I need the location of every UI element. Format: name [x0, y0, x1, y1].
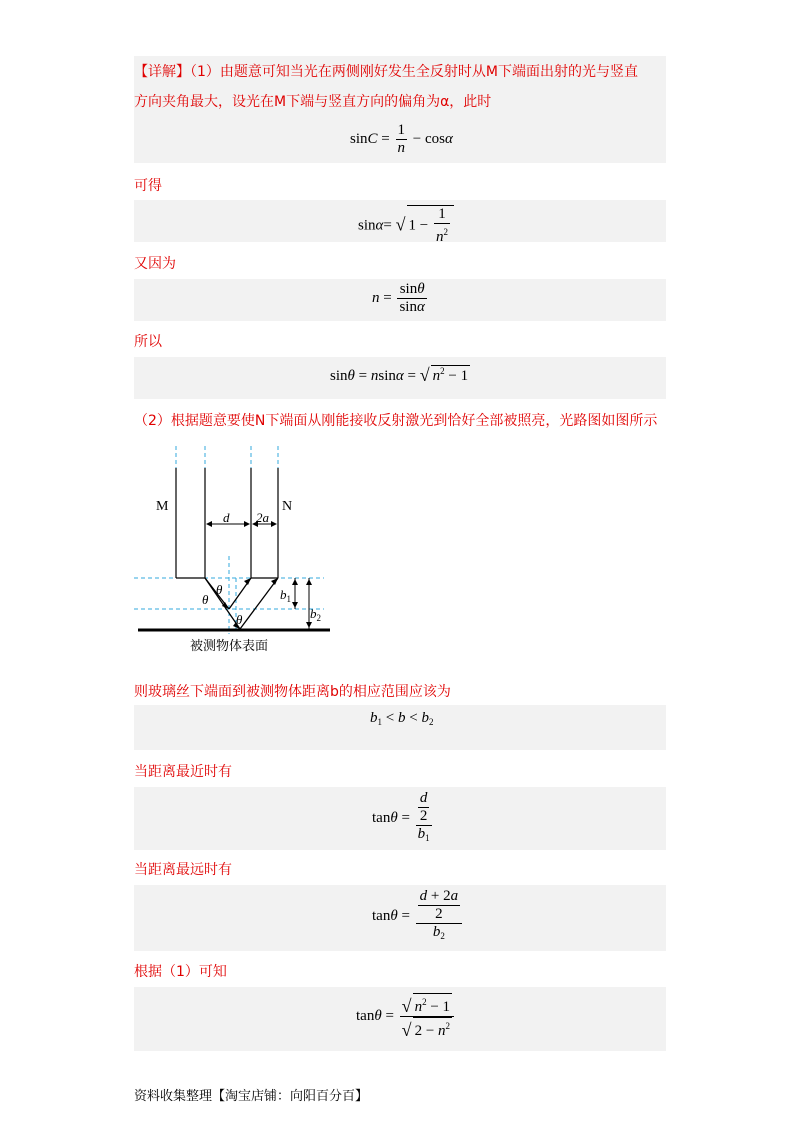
label-youyinwei: 又因为	[134, 256, 176, 272]
formula-tan-near: tanθ = $\frac{\frac{d}{2}}{b_1}$	[372, 790, 430, 843]
formula-tan-far: tanθ = $\frac{\frac{d + 2a}{2}}{b_2}$	[372, 888, 464, 945]
label-N: N	[282, 499, 293, 514]
label-suoyi: 所以	[134, 334, 162, 350]
label-genju: 根据（1）可知	[134, 964, 227, 980]
figure-caption: 被测物体表面	[190, 639, 269, 654]
label-yuan: 当距离最远时有	[134, 862, 232, 878]
label-jin: 当距离最近时有	[134, 764, 232, 780]
theta-label-2: θ	[202, 592, 209, 607]
formula-sinC: sinC = $\frac{1}{n}$ − cosα	[350, 122, 453, 156]
theta-label-1: θ	[216, 582, 223, 597]
label-kede: 可得	[134, 178, 162, 194]
formula-sin-alpha: sinα= √ 1 − $\frac{1}{n^2}$	[358, 205, 454, 246]
label-ze: 则玻璃丝下端面到被测物体距离b的相应范围应该为	[134, 684, 451, 700]
label-b1: $b_1$	[280, 587, 291, 604]
theta-label-3: θ	[236, 612, 243, 627]
detail-tag: 【详解】	[134, 64, 190, 80]
detail-line-1: （1）由题意可知当光在两侧刚好发生全反射时从M下端面出射的光与竖直	[190, 64, 638, 80]
formula-n: n = $\frac{\sin\theta}{\sin\alpha}$	[372, 281, 425, 315]
detail-line-2: 方向夹角最大，设光在M下端与竖直方向的偏角为α，此时	[134, 94, 492, 110]
label-b2: $b_2$	[310, 606, 321, 623]
formula-sin-theta: sinθ = nsinα = √ $n^2 - 1$	[330, 365, 469, 385]
detail-paragraph	[134, 62, 674, 112]
part2-paragraph: （2）根据题意要使N下端面从刚能接收反射激光到恰好全部被照亮，光路图如图所示	[134, 413, 658, 429]
label-d: d	[223, 510, 230, 525]
footer-source: 资料收集整理【淘宝店铺：向阳百分百】	[134, 1089, 369, 1104]
label-2a: 2a	[256, 510, 269, 525]
formula-tan-result: tanθ = $\frac{√ n^2 - 1}{√ 2 - n^2}$	[356, 993, 456, 1040]
label-M: M	[156, 499, 169, 514]
formula-b-range: $b_1 < b < b_2$	[370, 710, 434, 727]
light-path-figure	[134, 444, 334, 666]
